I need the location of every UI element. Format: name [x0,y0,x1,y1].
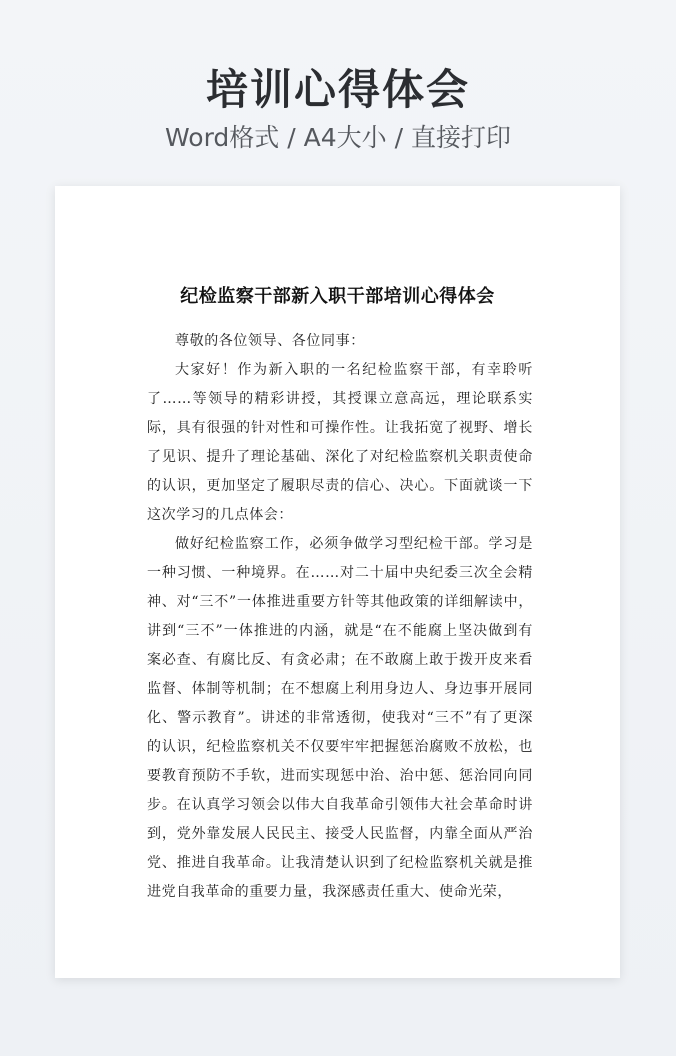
document-title: 纪检监察干部新入职干部培训心得体会 [180,286,495,307]
header [0,62,676,156]
page-subtitle: Word格式 / A4大小 / 直接打印 [165,123,511,152]
document-body [147,327,533,907]
page-title: 培训心得体会 [205,65,470,114]
document-page [55,186,620,978]
paragraph-learning: 做好纪检监察工作，必须争做学习型纪检干部。学习是一种习惯、一种境界。在……对二十届中央纪委三次全会精神、对“三不”一体推进重要方针等其他政策的详细解读中，讲到“三不”一体推进的内涵，就是“在不能腐上坚决做到有案必查、有腐比反、有贪必肃；在不敢腐上敢于拨开皮来看监督、体制等机制；在不想腐上利用身边人、身边事开展同化、警示教育”。讲述的非常透彻，使我对“三不”有了更深的认识，纪检监察机关不仅要牢牢把握惩治腐败不放松，也要教育预防不手软，进而实现惩中治、治中惩、惩治同向同步。在认真学习领会以伟大自我革命引领伟大社会革命时讲到，党外靠发展人民民主、接受人民监督，内靠全面从严治党、推进自我革命。让我清楚认识到了纪检监察机关就是推进党自我革命的重要力量，我深感责任重大、使命光荣， [147,536,533,900]
paragraph-intro: 大家好！作为新入职的一名纪检监察干部，有幸聆听了……等领导的精彩讲授，其授课立意高远，理论联系实际，具有很强的针对性和可操作性。让我拓宽了视野、增长了见识、提升了理论基础、深化了对纪检监察机关职责使命的认识，更加坚定了履职尽责的信心、决心。下面就谈一下这次学习的几点体会： [147,362,533,523]
paragraph-salutation: 尊敬的各位领导、各位同事： [175,333,365,349]
